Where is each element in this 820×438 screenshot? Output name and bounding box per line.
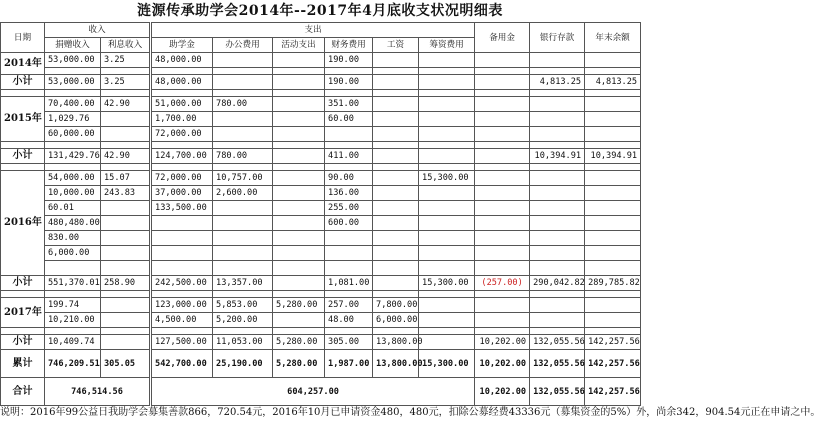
header-date: 日期	[1, 23, 45, 53]
header-preparation: 筹资费用	[419, 38, 475, 53]
cell-balance	[585, 201, 641, 216]
cell-interest: 258.90	[101, 276, 151, 291]
cell-scholarship: 124,700.00	[151, 149, 213, 164]
cell-wages: 7,800.00	[373, 298, 419, 313]
cell-scholarship: 242,500.00	[151, 276, 213, 291]
table-row	[1, 216, 641, 231]
cell-bank	[530, 127, 585, 142]
cell-interest: 3.25	[101, 75, 151, 90]
cell-scholarship: 133,500.00	[151, 201, 213, 216]
cell-balance	[585, 171, 641, 186]
cell-interest	[101, 112, 151, 127]
cell-donation: 199.74	[45, 298, 101, 313]
cell-reserve	[475, 313, 530, 328]
cell-finance: 190.00	[325, 75, 373, 90]
cell-activity: 5,280.00	[273, 350, 325, 378]
cell-finance: 90.00	[325, 171, 373, 186]
table-row	[1, 231, 641, 246]
cell-office: 5,853.00	[213, 298, 273, 313]
cell-reserve	[475, 298, 530, 313]
cumulative-label: 累计	[1, 350, 45, 378]
cell-prep	[419, 112, 475, 127]
cell-wages	[373, 97, 419, 112]
cell-bank	[530, 231, 585, 246]
cell-reserve	[475, 53, 530, 68]
table-row	[1, 246, 641, 261]
cell-finance: 48.00	[325, 313, 373, 328]
header-reserve: 备用金	[475, 23, 530, 53]
cell-donation: 10,210.00	[45, 313, 101, 328]
header-income: 收入	[45, 23, 151, 38]
cell-donation: 1,029.76	[45, 112, 101, 127]
cell-reserve: 10,202.00	[475, 335, 530, 350]
cell-reserve	[475, 149, 530, 164]
cell-activity	[273, 53, 325, 68]
cell-bank	[530, 313, 585, 328]
cell-interest: 42.90	[101, 149, 151, 164]
cell-prep	[419, 231, 475, 246]
cell-donation: 60.01	[45, 201, 101, 216]
cell-bank	[530, 216, 585, 231]
year-label-2014: 2014年	[1, 53, 45, 75]
cell-balance	[585, 112, 641, 127]
total-label: 合计	[1, 378, 45, 406]
cell-donation: 10,000.00	[45, 186, 101, 201]
cell-scholarship: 4,500.00	[151, 313, 213, 328]
cell-wages	[373, 201, 419, 216]
cell-reserve	[475, 171, 530, 186]
cell-activity	[273, 149, 325, 164]
cell-interest: 15.07	[101, 171, 151, 186]
cell-prep: 15,300.00	[419, 276, 475, 291]
cell-scholarship: 123,000.00	[151, 298, 213, 313]
cell-finance: 255.00	[325, 201, 373, 216]
cell-reserve: 10,202.00	[475, 350, 530, 378]
cell-balance	[585, 127, 641, 142]
table-row	[1, 186, 641, 201]
cell-activity	[273, 246, 325, 261]
blank-row	[1, 68, 641, 75]
cell-scholarship	[151, 246, 213, 261]
header-interest: 利息收入	[101, 38, 151, 53]
cell-bank	[530, 97, 585, 112]
cell-activity	[273, 171, 325, 186]
cell-reserve	[475, 231, 530, 246]
cell-donation: 131,429.76	[45, 149, 101, 164]
table-row	[1, 53, 641, 68]
cell-finance: 190.00	[325, 53, 373, 68]
year-label-2017: 2017年	[1, 298, 45, 328]
cell-balance: 4,813.25	[585, 75, 641, 90]
cell-reserve	[475, 216, 530, 231]
cell-interest: 3.25	[101, 53, 151, 68]
cell-wages	[373, 276, 419, 291]
cell-reserve	[475, 97, 530, 112]
cell-bank: 132,055.56	[530, 378, 585, 406]
cell-activity: 5,280.00	[273, 298, 325, 313]
cell-finance: 411.00	[325, 149, 373, 164]
cell-bank: 4,813.25	[530, 75, 585, 90]
table-row	[1, 313, 641, 328]
cell-donation: 551,370.01	[45, 276, 101, 291]
cell-prep	[419, 149, 475, 164]
cell-scholarship: 542,700.00	[151, 350, 213, 378]
cell-wages	[373, 53, 419, 68]
cell-activity	[273, 313, 325, 328]
blank-row	[1, 291, 641, 298]
cell-interest: 305.05	[101, 350, 151, 378]
cell-interest	[101, 216, 151, 231]
cell-bank	[530, 186, 585, 201]
table-row	[1, 171, 641, 186]
cell-office	[213, 112, 273, 127]
blank-row	[1, 328, 641, 335]
cell-wages: 13,800.00	[373, 335, 419, 350]
footnote: 说明：2016年99公益日我助学会募集善款866，720.54元，2016年10月已申请资金480，480元，扣除公募经费43336元（募集资金的5%）外，尚余342，904.54元正在申请之中。	[0, 407, 820, 418]
cell-scholarship: 72,000.00	[151, 171, 213, 186]
cell-activity	[273, 216, 325, 231]
subtotal-row-2015	[1, 149, 641, 164]
cell-balance	[585, 231, 641, 246]
cell-scholarship: 51,000.00	[151, 97, 213, 112]
table-row	[1, 201, 641, 216]
header-finance: 财务费用	[325, 38, 373, 53]
cell-bank	[530, 201, 585, 216]
cell-prep	[419, 246, 475, 261]
year-label-2016: 2016年	[1, 171, 45, 276]
cell-interest	[101, 201, 151, 216]
total-row	[1, 378, 641, 406]
cell-scholarship: 1,700.00	[151, 112, 213, 127]
header-wages: 工资	[373, 38, 419, 53]
cell-donation: 70,400.00	[45, 97, 101, 112]
subtotal-label: 小计	[1, 149, 45, 164]
cell-activity	[273, 97, 325, 112]
cell-donation: 746,209.51	[45, 350, 101, 378]
cell-scholarship	[151, 231, 213, 246]
cell-activity	[273, 276, 325, 291]
blank-row	[1, 164, 641, 171]
cell-finance: 257.00	[325, 298, 373, 313]
cell-wages	[373, 127, 419, 142]
cell-finance	[325, 231, 373, 246]
header-activity: 活动支出	[273, 38, 325, 53]
cell-finance	[325, 246, 373, 261]
cell-bank	[530, 298, 585, 313]
cell-bank	[530, 112, 585, 127]
cell-finance: 351.00	[325, 97, 373, 112]
cell-scholarship	[151, 216, 213, 231]
cell-activity	[273, 231, 325, 246]
cell-scholarship: 72,000.00	[151, 127, 213, 142]
cell-donation: 830.00	[45, 231, 101, 246]
cumulative-row	[1, 350, 641, 378]
subtotal-label: 小计	[1, 276, 45, 291]
cell-activity	[273, 75, 325, 90]
ledger-table	[0, 22, 641, 406]
cell-finance: 1,987.00	[325, 350, 373, 378]
cell-reserve	[475, 201, 530, 216]
cell-wages: 6,000.00	[373, 313, 419, 328]
total-expense: 604,257.00	[151, 378, 475, 406]
cell-wages	[373, 216, 419, 231]
cell-bank	[530, 171, 585, 186]
cell-bank: 132,055.56	[530, 335, 585, 350]
cell-donation: 54,000.00	[45, 171, 101, 186]
cell-prep: 15,300.00	[419, 350, 475, 378]
cell-prep	[419, 298, 475, 313]
subtotal-row-2016	[1, 276, 641, 291]
cell-donation: 53,000.00	[45, 53, 101, 68]
cell-office: 11,053.00	[213, 335, 273, 350]
cell-reserve: 10,202.00	[475, 378, 530, 406]
cell-balance: 142,257.56	[585, 335, 641, 350]
subtotal-label: 小计	[1, 335, 45, 350]
cell-balance: 289,785.82	[585, 276, 641, 291]
cell-prep	[419, 127, 475, 142]
cell-wages	[373, 246, 419, 261]
header-row-1	[1, 23, 641, 38]
cell-activity: 5,280.00	[273, 335, 325, 350]
cell-reserve: (257.00)	[475, 276, 530, 291]
cell-donation: 53,000.00	[45, 75, 101, 90]
header-bank-deposit: 银行存款	[530, 23, 585, 53]
cell-office: 10,757.00	[213, 171, 273, 186]
cell-scholarship: 37,000.00	[151, 186, 213, 201]
cell-bank: 290,042.82	[530, 276, 585, 291]
cell-office	[213, 231, 273, 246]
cell-balance	[585, 216, 641, 231]
blank-row	[1, 142, 641, 149]
cell-balance: 10,394.91	[585, 149, 641, 164]
table-row	[1, 298, 641, 313]
cell-office: 780.00	[213, 149, 273, 164]
cell-balance	[585, 246, 641, 261]
cell-wages	[373, 75, 419, 90]
cell-prep	[419, 201, 475, 216]
cell-interest	[101, 335, 151, 350]
cell-scholarship: 48,000.00	[151, 75, 213, 90]
cell-office	[213, 201, 273, 216]
cell-office	[213, 246, 273, 261]
cell-office	[213, 127, 273, 142]
cell-balance	[585, 97, 641, 112]
cell-office	[213, 216, 273, 231]
cell-activity	[273, 112, 325, 127]
cell-wages	[373, 112, 419, 127]
cell-donation: 6,000.00	[45, 246, 101, 261]
cell-prep: 15,300.00	[419, 171, 475, 186]
header-year-end-balance: 年末余额	[585, 23, 641, 53]
cell-finance: 60.00	[325, 112, 373, 127]
cell-balance: 142,257.56	[585, 378, 641, 406]
cell-prep	[419, 335, 475, 350]
cell-interest	[101, 127, 151, 142]
header-office: 办公费用	[213, 38, 273, 53]
subtotal-label: 小计	[1, 75, 45, 90]
cell-donation: 480,480.00	[45, 216, 101, 231]
cell-balance: 142,257.56	[585, 350, 641, 378]
cell-prep	[419, 186, 475, 201]
table-row	[1, 112, 641, 127]
cell-balance	[585, 313, 641, 328]
cell-office: 25,190.00	[213, 350, 273, 378]
cell-prep	[419, 53, 475, 68]
cell-prep	[419, 313, 475, 328]
cell-interest: 243.83	[101, 186, 151, 201]
cell-finance	[325, 127, 373, 142]
cell-finance: 136.00	[325, 186, 373, 201]
cell-balance	[585, 53, 641, 68]
cell-finance: 600.00	[325, 216, 373, 231]
cell-bank: 132,055.56	[530, 350, 585, 378]
cell-reserve	[475, 186, 530, 201]
cell-office	[213, 53, 273, 68]
header-donation: 捐赠收入	[45, 38, 101, 53]
cell-reserve	[475, 246, 530, 261]
cell-interest	[101, 231, 151, 246]
cell-donation: 60,000.00	[45, 127, 101, 142]
table-row	[1, 261, 641, 276]
cell-activity	[273, 127, 325, 142]
cell-prep	[419, 216, 475, 231]
subtotal-row-2014	[1, 75, 641, 90]
cell-activity	[273, 186, 325, 201]
cell-office	[213, 75, 273, 90]
cell-office: 2,600.00	[213, 186, 273, 201]
cell-office: 780.00	[213, 97, 273, 112]
cell-balance	[585, 298, 641, 313]
cell-interest: 42.90	[101, 97, 151, 112]
cell-bank	[530, 246, 585, 261]
table-row	[1, 97, 641, 112]
cell-office: 5,200.00	[213, 313, 273, 328]
year-label-2015: 2015年	[1, 97, 45, 142]
cell-interest	[101, 246, 151, 261]
cell-reserve	[475, 112, 530, 127]
cell-wages: 13,800.00	[373, 350, 419, 378]
cell-activity	[273, 201, 325, 216]
total-income: 746,514.56	[45, 378, 151, 406]
cell-office: 13,357.00	[213, 276, 273, 291]
cell-prep	[419, 97, 475, 112]
table-row	[1, 127, 641, 142]
header-scholarship: 助学金	[151, 38, 213, 53]
cell-reserve	[475, 127, 530, 142]
cell-wages	[373, 186, 419, 201]
cell-bank: 10,394.91	[530, 149, 585, 164]
cell-finance: 305.00	[325, 335, 373, 350]
cell-prep	[419, 75, 475, 90]
sheet-title: 涟源传承助学会2014年--2017年4月底收支状况明细表	[137, 3, 503, 19]
cell-interest	[101, 298, 151, 313]
blank-row	[1, 90, 641, 97]
cell-scholarship: 127,500.00	[151, 335, 213, 350]
cell-wages	[373, 171, 419, 186]
cell-scholarship: 48,000.00	[151, 53, 213, 68]
cell-bank	[530, 53, 585, 68]
cell-wages	[373, 231, 419, 246]
cell-wages	[373, 149, 419, 164]
cell-interest	[101, 313, 151, 328]
cell-balance	[585, 186, 641, 201]
cell-reserve	[475, 75, 530, 90]
cell-donation: 10,409.74	[45, 335, 101, 350]
cell-finance: 1,081.00	[325, 276, 373, 291]
subtotal-row-2017	[1, 335, 641, 350]
header-expense: 支出	[151, 23, 475, 38]
